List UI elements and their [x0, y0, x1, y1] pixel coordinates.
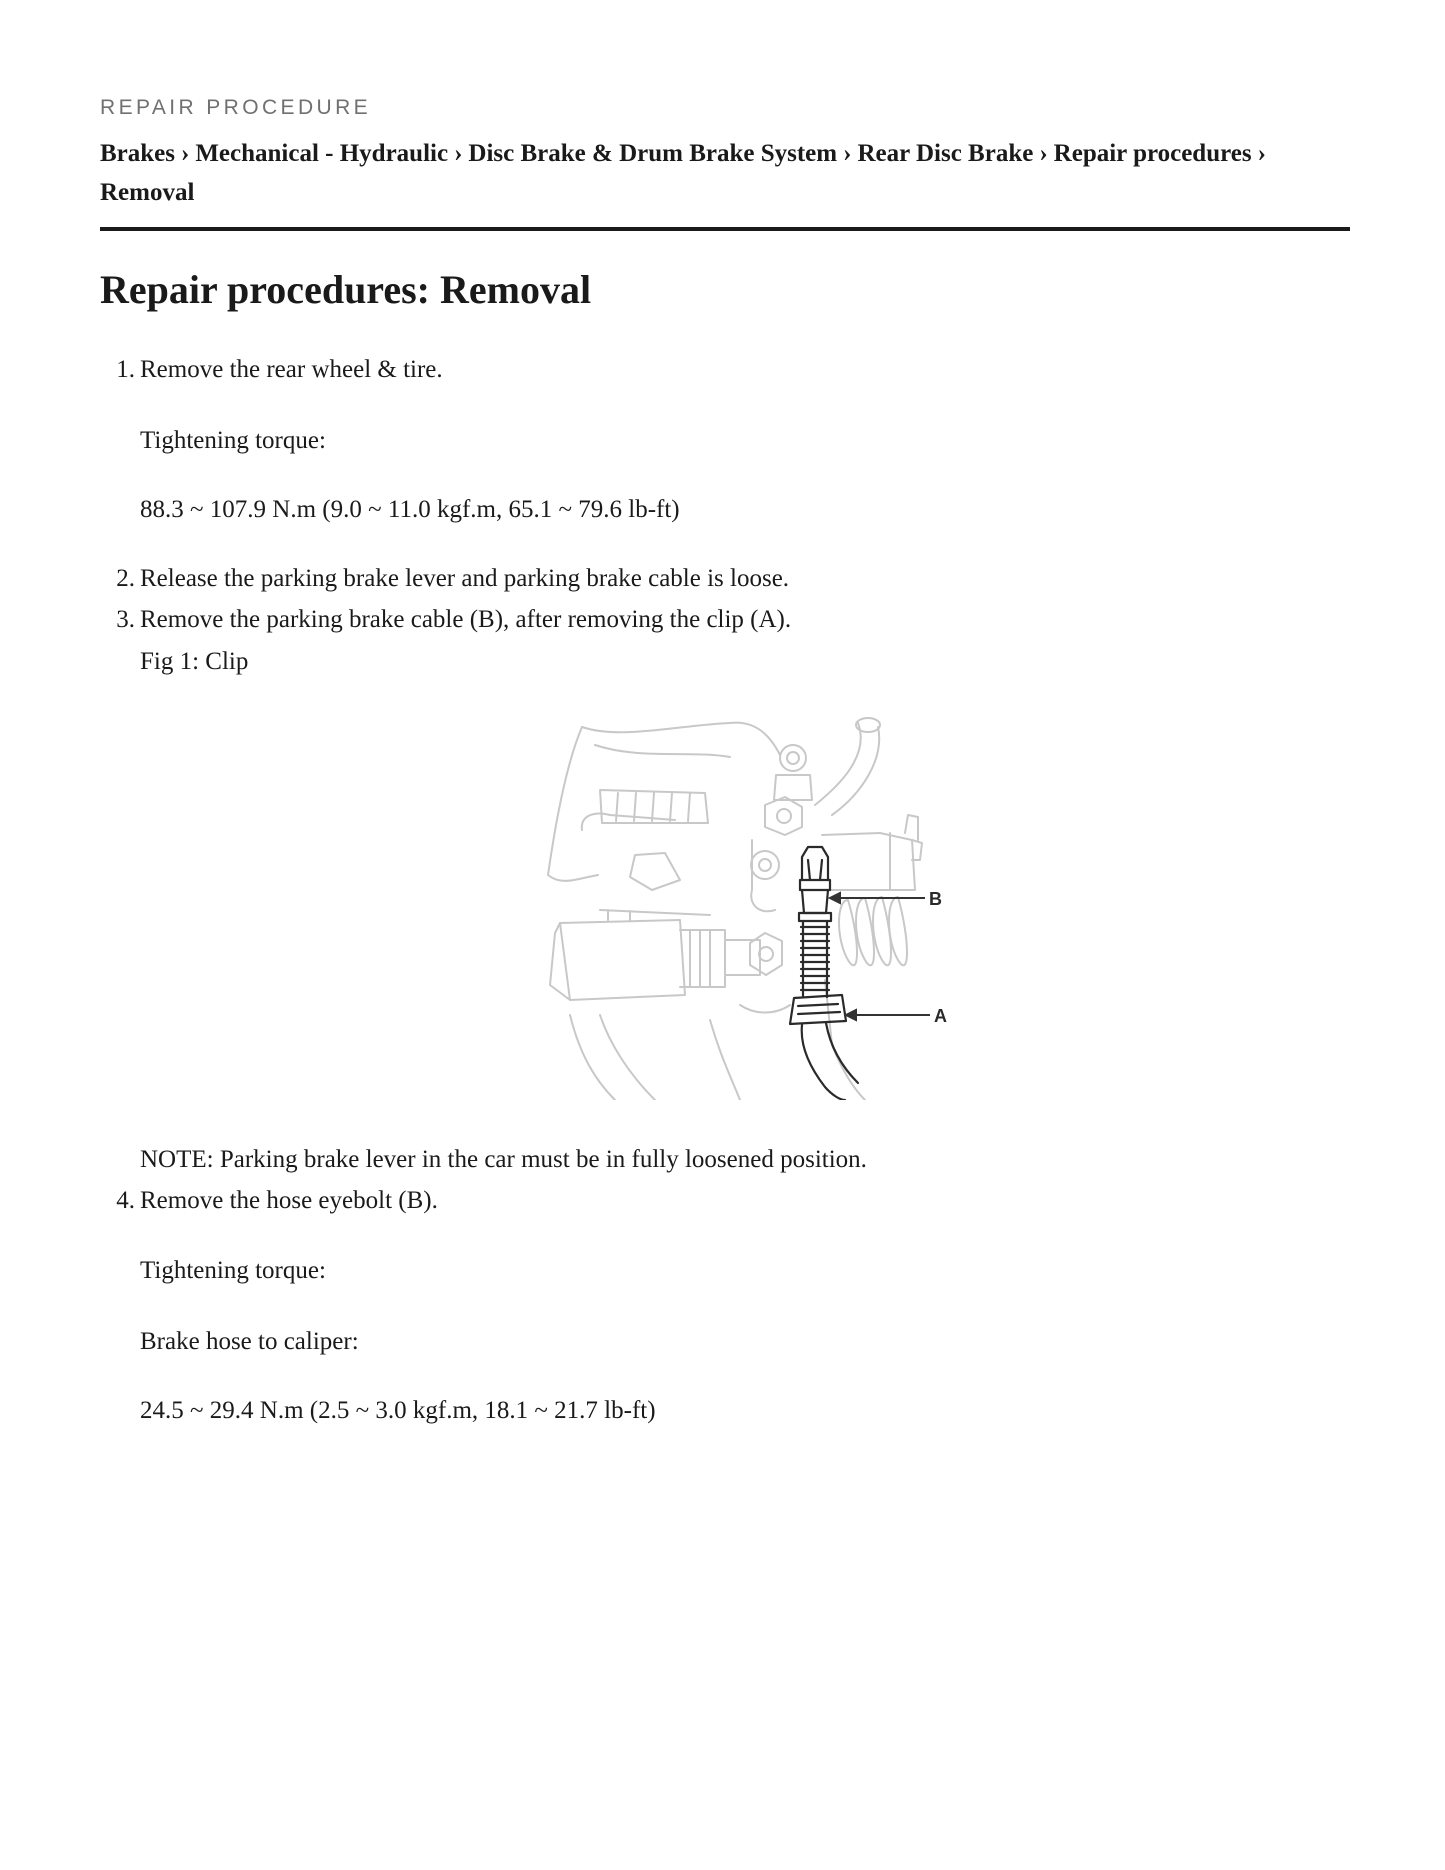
header-divider — [100, 227, 1350, 231]
section-eyebrow: REPAIR PROCEDURE — [100, 96, 372, 119]
breadcrumb-item-mechanical-hydraulic[interactable]: Mechanical - Hydraulic — [195, 140, 449, 167]
step-1-torque-label: Tightening torque: — [140, 427, 326, 454]
breadcrumb — [100, 134, 1350, 212]
step-2-number: 2. — [116, 565, 135, 592]
breadcrumb-item-repair-procedures[interactable]: Repair procedures — [1053, 140, 1252, 167]
figure-label-b: B — [929, 889, 942, 909]
step-3-text: Remove the parking brake cable (B), after removing the clip (A). — [140, 606, 792, 633]
breadcrumb-separator: › — [1039, 140, 1048, 167]
step-4-torque-sublabel: Brake hose to caliper: — [140, 1328, 359, 1355]
breadcrumb-item-rear-disc-brake[interactable]: Rear Disc Brake — [857, 140, 1034, 167]
page-title: Repair procedures: Removal — [100, 267, 592, 312]
step-1-text: Remove the rear wheel & tire. — [140, 356, 443, 383]
step-1-torque-value: 88.3 ~ 107.9 N.m (9.0 ~ 11.0 kgf.m, 65.1 ~ 79.6 lb-ft) — [140, 496, 680, 523]
figure-label-a: A — [934, 1006, 947, 1026]
step-3-note: NOTE: Parking brake lever in the car must be in fully loosened position. — [140, 1146, 867, 1173]
breadcrumb-item-removal: Removal — [100, 179, 195, 206]
breadcrumb-item-brakes[interactable]: Brakes — [100, 140, 175, 167]
step-4-torque-value: 24.5 ~ 29.4 N.m (2.5 ~ 3.0 kgf.m, 18.1 ~ 21.7 lb-ft) — [140, 1397, 656, 1424]
breadcrumb-separator: › — [181, 140, 190, 167]
step-3-number: 3. — [116, 606, 135, 633]
step-2-text: Release the parking brake lever and parking brake cable is loose. — [140, 565, 790, 592]
breadcrumb-separator: › — [454, 140, 463, 167]
step-4-torque-label: Tightening torque: — [140, 1257, 326, 1284]
figure-caption: Fig 1: Clip — [140, 648, 249, 675]
brake-caliper-clip-figure — [540, 715, 950, 1100]
breadcrumb-separator: › — [843, 140, 852, 167]
breadcrumb-item-disc-drum-brake-system[interactable]: Disc Brake & Drum Brake System — [468, 140, 838, 167]
step-4-text: Remove the hose eyebolt (B). — [140, 1187, 438, 1214]
breadcrumb-separator: › — [1257, 140, 1266, 167]
step-1-number: 1. — [116, 356, 135, 383]
step-4-number: 4. — [116, 1187, 135, 1214]
